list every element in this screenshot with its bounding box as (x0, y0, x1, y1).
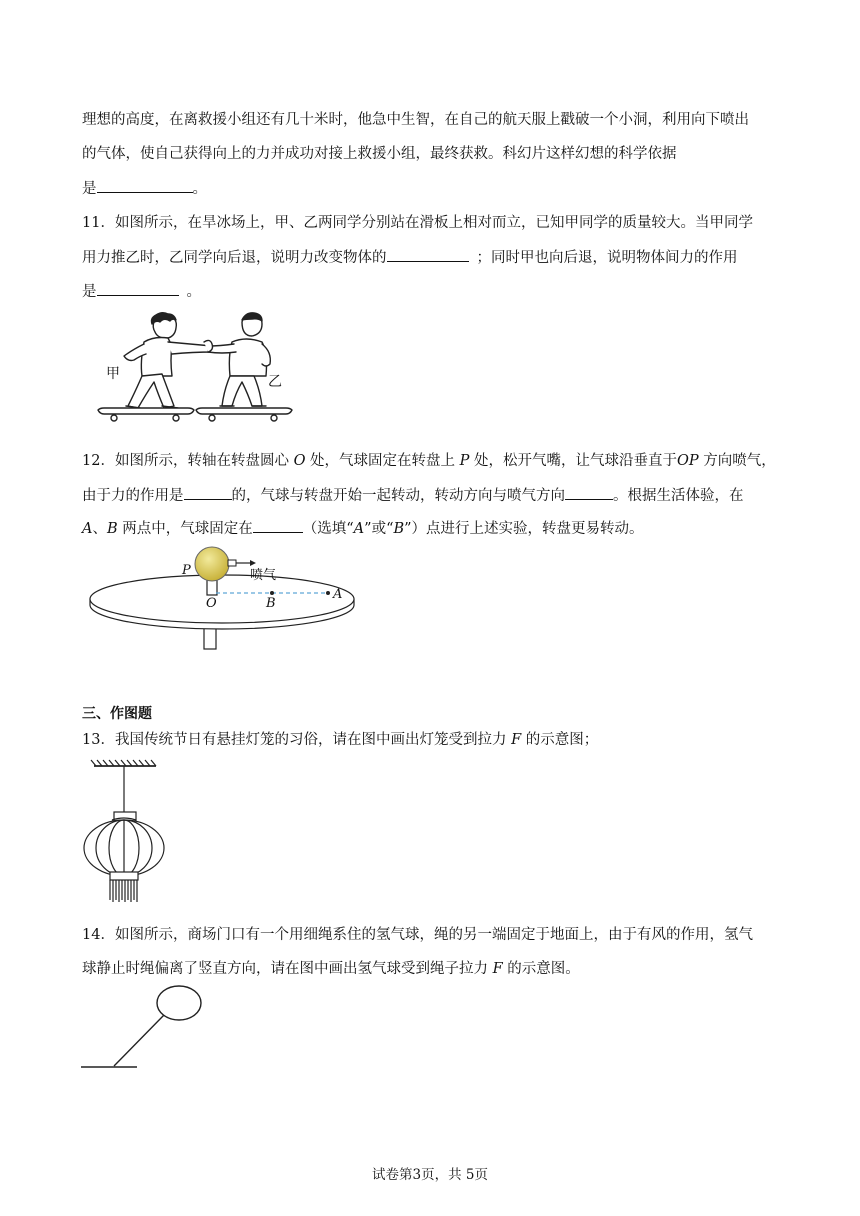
spray-arrow-head (250, 560, 256, 566)
q14-F: F (492, 961, 503, 977)
q12-l1-P: P (459, 453, 470, 469)
q10-text-line2: 的气体，使自己获得向上的力并成功对接上救援小组，最终获救。科幻片这样幻想的科学依据 (82, 146, 677, 162)
q12-answer-blank-3[interactable] (253, 518, 303, 533)
q12-l1-c: 处，松开气嘴，让气球沿垂直于 (469, 453, 678, 469)
q11-answer-blank-2[interactable] (97, 281, 179, 296)
q12-l1-a: 12．如图所示，转轴在转盘圆心 (82, 453, 294, 469)
q12-l2-c: 。根据生活体验，在 (613, 488, 744, 504)
page-footer: 试卷第3页，共 5页 (372, 1167, 488, 1183)
q13-post: 的示意图； (521, 732, 599, 748)
q12-l3-A: A (82, 521, 93, 537)
q12-l3-A2: A (353, 521, 365, 537)
label-yi: 乙 (268, 374, 282, 390)
q11-line3-pre: 是 (82, 284, 97, 300)
lantern-figure (82, 760, 172, 906)
label-P: P (182, 563, 191, 578)
turntable-disk (90, 575, 354, 623)
q12-text-line1 (82, 451, 776, 471)
q12-l1-d: 方向喷气， (698, 453, 776, 469)
turntable-figure (80, 545, 370, 655)
q12-l3-B2: B (393, 521, 405, 537)
q12-l2-a: 由于力的作用是 (82, 488, 184, 504)
q11-text-line1: 11．如图所示，在旱冰场上，甲、乙两同学分别站在滑板上相对而立，已知甲同学的质量较大。当甲同学 (82, 215, 753, 231)
lantern-bottom (110, 872, 138, 880)
q11-line2-post: ；同时甲也向后退，说明物体间力的作用 (476, 250, 738, 266)
label-B: B (266, 596, 276, 611)
q10-answer-blank[interactable] (97, 178, 193, 193)
q14-text-line1: 14．如图所示，商场门口有一个用细绳系住的氢气球，绳的另一端固定于地面上，由于有风的作用，氢气 (82, 927, 753, 943)
section-title: 三、作图题 (82, 706, 152, 722)
balloon-rope-figure (80, 984, 220, 1074)
label-spray: 喷气 (250, 568, 277, 583)
q12-l3-d: ”或“ (364, 521, 394, 537)
lantern-body (84, 818, 164, 876)
q12-answer-blank-2[interactable] (565, 485, 613, 500)
q12-l3-a: 、 (92, 521, 107, 537)
q12-l3-c: （选填“ (302, 521, 354, 537)
q11-line3-post: 。 (186, 284, 201, 300)
point-B (270, 591, 274, 595)
q12-l1-b: 处，气球固定在转盘上 (305, 453, 460, 469)
q10-text-line1: 理想的高度，在离救援小组还有几十米时，他急中生智，在自己的航天服上戳破一个小洞，利用向下喷出 (82, 112, 749, 128)
q10-line3-post: 。 (192, 181, 207, 197)
balloon (195, 547, 229, 581)
q10-text-line3 (82, 178, 207, 199)
label-O: O (206, 596, 217, 611)
q12-l3-e: ”）点进行上述实验，转盘更易转动。 (404, 521, 644, 537)
q13-text (82, 730, 598, 750)
balloon-nozzle (228, 560, 236, 566)
rope (114, 1015, 164, 1066)
ceiling-hatch (91, 760, 156, 766)
q11-text-line2 (82, 247, 738, 268)
q12-text-line2 (82, 485, 744, 506)
q11-line2-pre: 用力推乙时，乙同学向后退，说明力改变物体的 (82, 250, 387, 266)
label-A: A (333, 587, 343, 602)
q12-answer-blank-1[interactable] (184, 485, 232, 500)
point-A (326, 591, 330, 595)
q14-pre: 球静止时绳偏离了竖直方向，请在图中画出氢气球受到绳子拉力 (82, 961, 493, 977)
q12-l1-O: O (293, 453, 306, 469)
q11-answer-blank-1[interactable] (387, 247, 469, 262)
q12-text-line3 (82, 518, 644, 539)
q12-l3-B: B (106, 521, 118, 537)
q10-line3-pre: 是 (82, 181, 97, 197)
q14-post: 的示意图。 (502, 961, 580, 977)
lantern-tassel (110, 880, 137, 902)
q11-text-line3 (82, 281, 201, 302)
q12-l3-b: 两点中，气球固定在 (117, 521, 253, 537)
label-jia: 甲 (106, 366, 120, 382)
q12-l1-OP: OP (677, 453, 699, 469)
skaters-figure (92, 312, 392, 424)
q13-F: F (511, 732, 522, 748)
q12-l2-b: 的，气球与转盘开始一起转动，转动方向与喷气方向 (231, 488, 565, 504)
q13-pre: 13．我国传统节日有悬挂灯笼的习俗，请在图中画出灯笼受到拉力 (82, 732, 512, 748)
q14-text-line2 (82, 959, 580, 979)
